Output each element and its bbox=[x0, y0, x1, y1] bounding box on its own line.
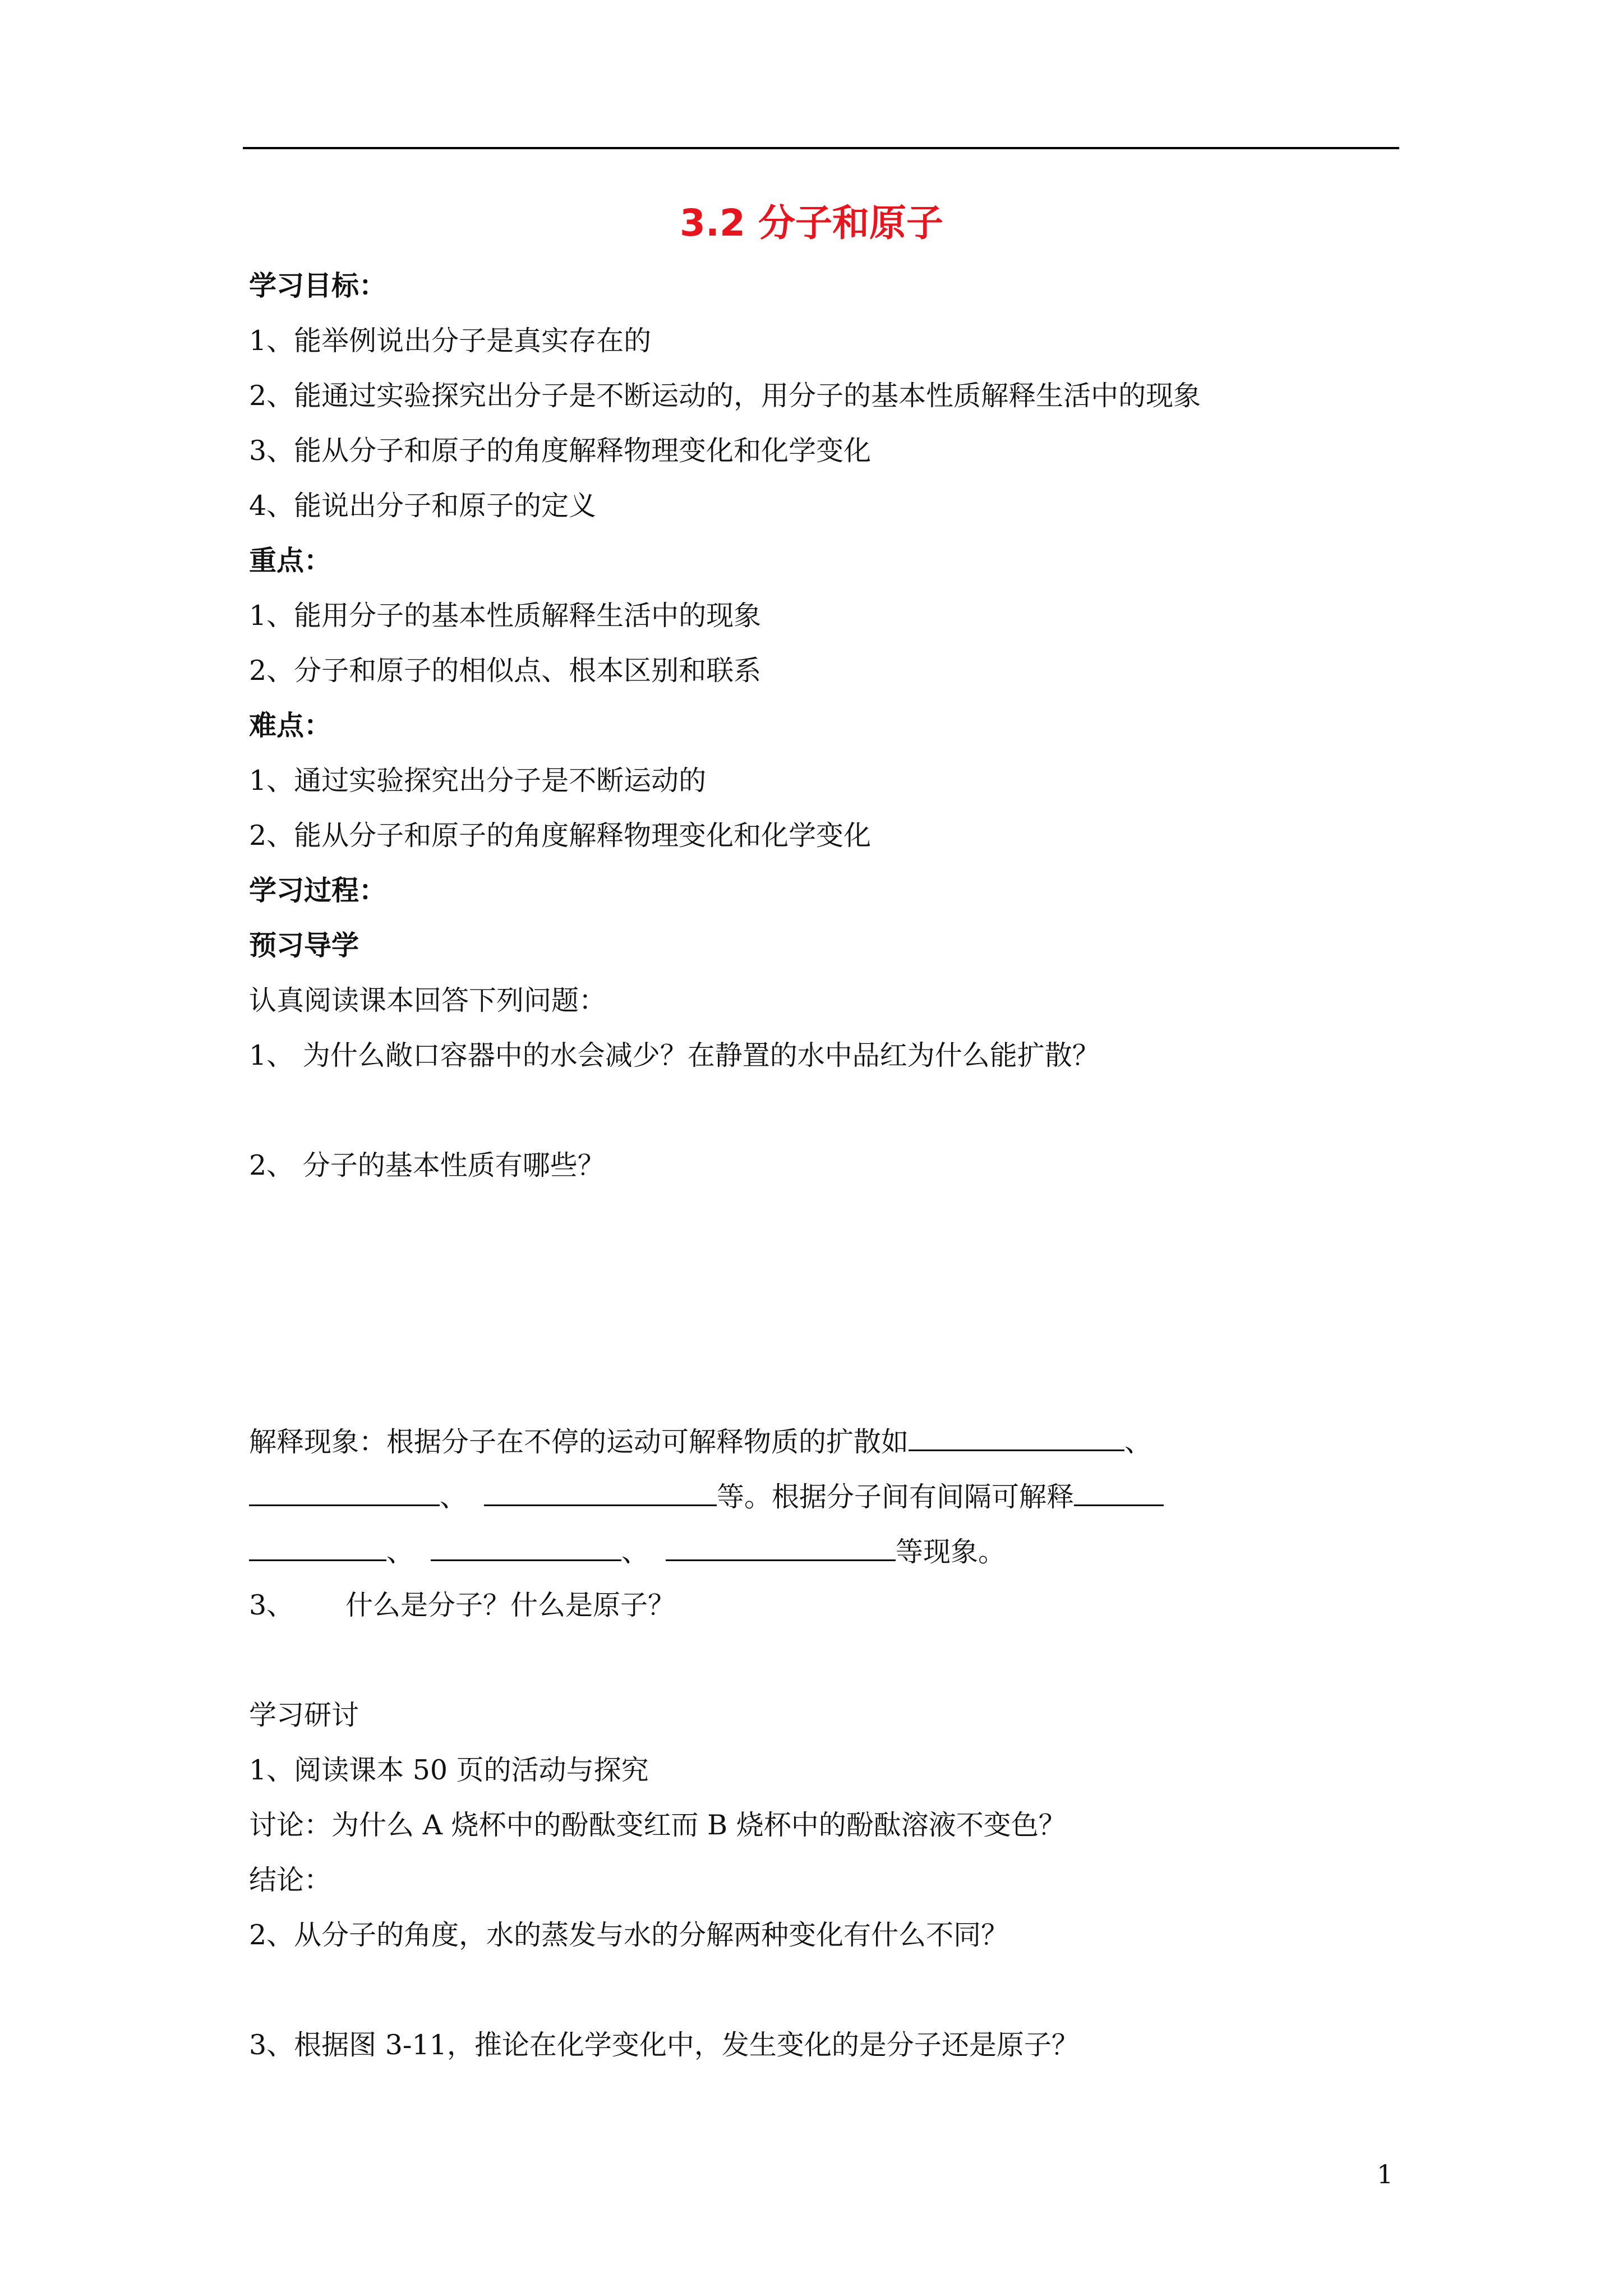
explain-text-2: 等。根据分子间有间隔可解释 bbox=[717, 1481, 1075, 1513]
explain-text-1: 解释现象：根据分子在不停的运动可解释物质的扩散如 bbox=[249, 1426, 909, 1458]
page-title: 3.2 分子和原子 bbox=[680, 201, 943, 245]
key-point-item-2: 2、分子和原子的相似点、根本区别和联系 bbox=[249, 655, 762, 687]
key-point-item-1: 1、能用分子的基本性质解释生活中的现象 bbox=[249, 600, 762, 632]
study-discussion: 讨论：为什么 A 烧杯中的酚酞变红而 B 烧杯中的酚酞溶液不变色？ bbox=[249, 1809, 1066, 1841]
study-conclusion: 结论： bbox=[249, 1864, 332, 1896]
key-points-heading: 重点： bbox=[249, 545, 332, 577]
preview-intro: 认真阅读课本回答下列问题： bbox=[249, 984, 607, 1016]
fill-blank[interactable] bbox=[1074, 1478, 1164, 1506]
explain-separator: 、 bbox=[440, 1481, 468, 1513]
preview-question-1: 1、 为什么敞口容器中的水会减少？在静置的水中品红为什么能扩散？ bbox=[249, 1039, 1100, 1071]
explain-separator: 、 bbox=[621, 1536, 649, 1568]
fill-blank[interactable] bbox=[666, 1533, 896, 1561]
preview-question-2: 2、 分子的基本性质有哪些？ bbox=[249, 1149, 605, 1181]
explain-text-3: 等现象。 bbox=[896, 1536, 1006, 1568]
page-number: 1 bbox=[1377, 2159, 1394, 2189]
fill-blank[interactable] bbox=[249, 1533, 386, 1561]
study-heading: 学习研讨 bbox=[249, 1699, 359, 1731]
explain-line-1 bbox=[249, 1423, 1152, 1460]
preview-heading: 预习导学 bbox=[249, 930, 359, 961]
objective-item-3: 3、能从分子和原子的角度解释物理变化和化学变化 bbox=[249, 435, 872, 467]
explain-line-3 bbox=[249, 1533, 1006, 1570]
header-rule bbox=[243, 147, 1399, 149]
fill-blank[interactable] bbox=[909, 1423, 1124, 1451]
study-item-3: 3、根据图 3-11，推论在化学变化中，发生变化的是分子还是原子？ bbox=[249, 2029, 1079, 2061]
study-item-1: 1、阅读课本 50 页的活动与探究 bbox=[249, 1754, 649, 1786]
objectives-heading: 学习目标： bbox=[249, 270, 387, 302]
fill-blank[interactable] bbox=[484, 1478, 717, 1506]
fill-blank[interactable] bbox=[431, 1533, 621, 1561]
question-3-text: 什么是分子？什么是原子？ bbox=[345, 1589, 676, 1621]
preview-question-3 bbox=[249, 1588, 675, 1623]
fill-blank[interactable] bbox=[249, 1478, 440, 1506]
explain-separator: 、 bbox=[386, 1536, 414, 1568]
explain-separator: 、 bbox=[1124, 1426, 1152, 1458]
objective-item-1: 1、能举例说出分子是真实存在的 bbox=[249, 325, 652, 357]
difficulty-item-2: 2、能从分子和原子的角度解释物理变化和化学变化 bbox=[249, 820, 872, 852]
difficulty-item-1: 1、通过实验探究出分子是不断运动的 bbox=[249, 765, 707, 797]
study-item-2: 2、从分子的角度，水的蒸发与水的分解两种变化有什么不同？ bbox=[249, 1919, 1009, 1951]
difficulties-heading: 难点： bbox=[249, 710, 332, 742]
process-heading: 学习过程： bbox=[249, 875, 387, 907]
explain-line-2 bbox=[249, 1478, 1164, 1515]
objective-item-2: 2、能通过实验探究出分子是不断运动的，用分子的基本性质解释生活中的现象 bbox=[249, 380, 1201, 412]
question-3-number: 3、 bbox=[249, 1589, 294, 1621]
objective-item-4: 4、能说出分子和原子的定义 bbox=[249, 490, 597, 522]
